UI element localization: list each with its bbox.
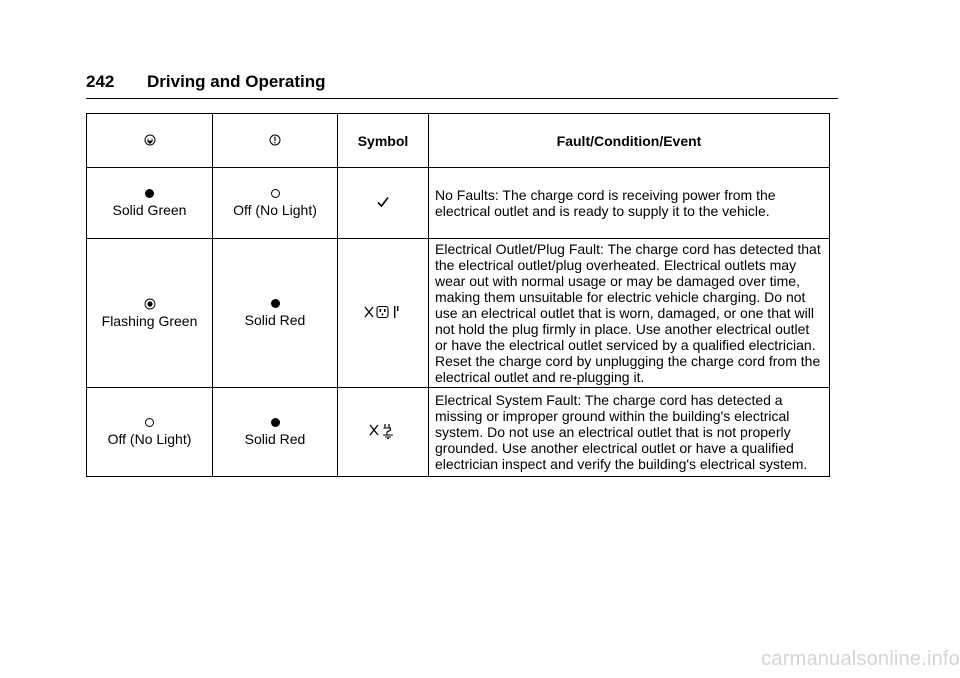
- table-row: [87, 239, 830, 388]
- description-cell: Electrical Outlet/Plug Fault: The charge cord has detected that the electrical outlet/plug overheated. Electrical outlets may wear out with normal usage or may be damaged over time, making them unsuitable for electric vehicle charging. Do not use an electrical outlet that is worn, damaged, or one that will not hold the plug firmly in place. Use another electrical outlet or have the electrical outlet serviced by a qualified electrician. Reset the charge cord by unplugging the charge cord from the electrical outlet and re-plugging it.: [429, 239, 830, 388]
- power-indicator-cell: [87, 168, 213, 239]
- hollow-dot-icon: [87, 417, 212, 428]
- fault-indicator-cell: [213, 168, 338, 239]
- ground-fault-icon: [369, 426, 397, 442]
- column-header-power-indicator: [87, 114, 213, 168]
- power-indicator-label: Off (No Light): [107, 431, 192, 447]
- table-header-row: [87, 114, 830, 168]
- column-header-description: Fault/Condition/Event: [429, 114, 830, 168]
- power-indicator-label: Solid Green: [112, 202, 187, 218]
- page-header: [86, 72, 838, 99]
- power-plug-indicator-icon: [144, 133, 156, 149]
- solid-dot-icon: [87, 188, 212, 199]
- flashing-dot-icon: [87, 298, 212, 310]
- watermark-text: carmanualsonline.info: [761, 648, 960, 670]
- table-row: [87, 168, 830, 239]
- power-indicator-label: Flashing Green: [101, 312, 198, 329]
- hollow-dot-icon: [213, 188, 337, 199]
- fault-indicator-cell: [213, 239, 338, 388]
- description-cell: Electrical System Fault: The charge cord has detected a missing or improper ground within the building's electrical system. Do not use an electrical outlet that is not properly grounded. Use another electrical outlet or have a qualified electrician inspect and verify the building's electrical system.: [429, 388, 830, 477]
- table-row: [87, 388, 830, 477]
- fault-indicator-label: Solid Red: [244, 431, 306, 447]
- symbol-cell: [338, 388, 429, 477]
- solid-dot-icon: [213, 417, 337, 428]
- fault-indicator-label: Off (No Light): [233, 202, 317, 218]
- fault-status-table: [86, 113, 830, 477]
- outlet-plug-fault-icon: [364, 306, 402, 322]
- power-indicator-cell: [87, 388, 213, 477]
- column-header-fault-indicator: [213, 114, 338, 168]
- fault-indicator-cell: [213, 388, 338, 477]
- symbol-cell: [338, 168, 429, 239]
- column-header-symbol: Symbol: [338, 114, 429, 168]
- checkmark-icon: [376, 196, 390, 212]
- solid-dot-icon: [213, 298, 337, 309]
- symbol-cell: [338, 239, 429, 388]
- page-number: 242: [86, 72, 115, 91]
- fault-indicator-icon: [269, 133, 281, 149]
- description-cell: No Faults: The charge cord is receiving power from the electrical outlet and is ready to supply it to the vehicle.: [429, 168, 830, 239]
- section-title: Driving and Operating: [147, 72, 326, 91]
- fault-indicator-label: Solid Red: [244, 312, 306, 328]
- power-indicator-cell: [87, 239, 213, 388]
